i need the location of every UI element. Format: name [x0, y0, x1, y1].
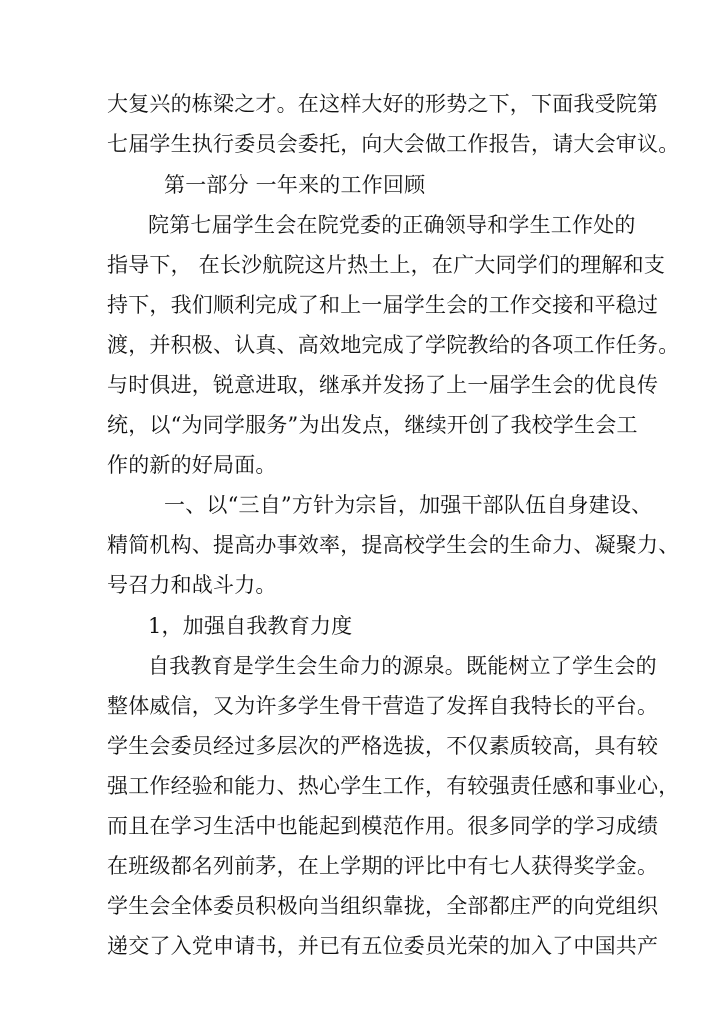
- section-heading: 第一部分 一年来的工作回顾: [164, 173, 426, 197]
- subsection-heading: 一、以“三自”方针为宗旨，加强干部队伍自身建设、: [164, 493, 653, 517]
- text-line: 学生会全体委员积极向当组织靠拢，全部都庄严的向党组织: [107, 894, 659, 918]
- text-line: 作的新的好局面。: [107, 453, 277, 477]
- text-line: 精简机构、提高办事效率，提高校学生会的生命力、凝聚力、: [107, 533, 680, 557]
- text-line: 整体威信，又为许多学生骨干营造了发挥自我特长的平台。: [107, 694, 659, 718]
- text-line: 强工作经验和能力、热心学生工作，有较强责任感和事业心，: [107, 774, 680, 798]
- text-line: 在班级都名列前茅，在上学期的评比中有七人获得奖学金。: [107, 854, 659, 878]
- item-heading: 1，加强自我教育力度: [148, 614, 353, 638]
- text-line: 大复兴的栋梁之才。在这样大好的形势之下，下面我受院第: [107, 92, 659, 116]
- text-line: 渡，并积极、认真、高效地完成了学院教给的各项工作任务。: [107, 333, 680, 357]
- text-line: 学生会委员经过多层次的严格选拔，不仅素质较高，具有较: [107, 734, 659, 758]
- text-line: 号召力和战斗力。: [107, 573, 277, 597]
- text-line: 统，以“为同学服务”为出发点，继续开创了我校学生会工: [107, 413, 638, 437]
- text-line: 与时俱进，锐意进取，继承并发扬了上一届学生会的优良传: [107, 373, 659, 397]
- text-line: 持下，我们顺利完成了和上一届学生会的工作交接和平稳过: [107, 293, 659, 317]
- text-line: 七届学生执行委员会委托，向大会做工作报告，请大会审议。: [107, 132, 680, 156]
- text-line: 而且在学习生活中也能起到模范作用。很多同学的学习成绩: [107, 814, 659, 838]
- text-line: 递交了入党申请书，并已有五位委员光荣的加入了中国共产: [107, 934, 659, 958]
- text-line: 院第七届学生会在院党委的正确领导和学生工作处的: [148, 213, 636, 237]
- text-line: 自我教育是学生会生命力的源泉。既能树立了学生会的: [148, 654, 657, 678]
- text-line: 指导下， 在长沙航院这片热土上，在广大同学们的理解和支: [107, 253, 666, 277]
